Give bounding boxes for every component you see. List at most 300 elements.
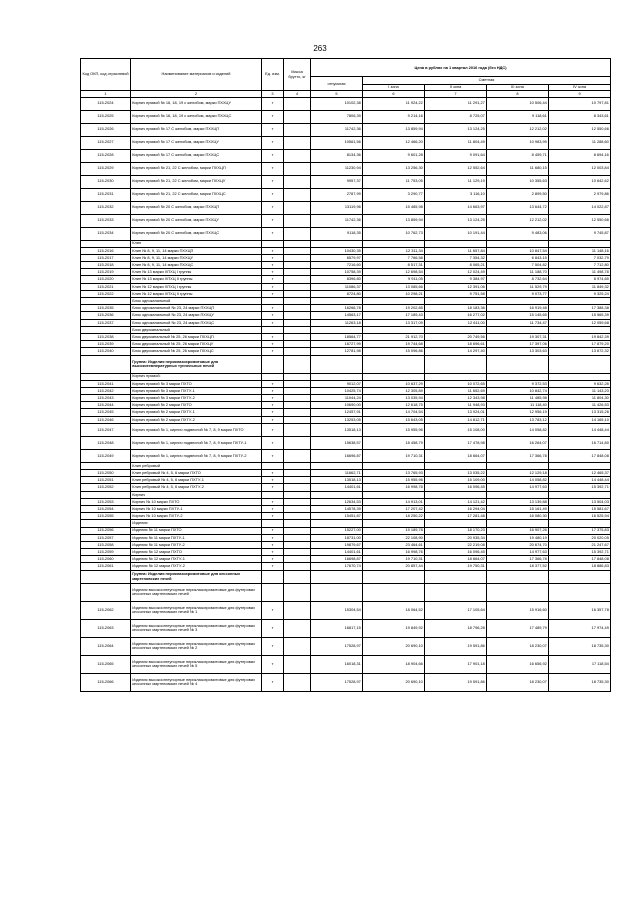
- cell-code: 115-2037: [81, 319, 131, 326]
- cell-zone-2-price: [425, 491, 487, 498]
- table-row: [81, 188, 611, 201]
- cell-zone-2-price: 12 024,49: [425, 269, 487, 276]
- cell-release-price: 17670,74: [311, 563, 363, 570]
- cell-unit: т: [262, 655, 284, 673]
- cell-zone-3-price: 17 489,79: [487, 619, 549, 637]
- cell-zone-1-price: [363, 326, 425, 333]
- cell-mass: [284, 520, 311, 527]
- cell-name: Клин ребровый № 4, 5, 6 марки ПХТУ-2: [131, 484, 262, 491]
- table-row: [81, 563, 611, 570]
- cell-release-price: 13518,13: [311, 423, 363, 436]
- cell-unit: [262, 570, 284, 583]
- cell-zone-2-price: [425, 583, 487, 601]
- cell-zone-1-price: 10 762,73: [363, 227, 425, 240]
- cell-code: 115-2035: [81, 305, 131, 312]
- cell-zone-4-price: 13 315,26: [549, 409, 611, 416]
- cell-release-price: 14578,39: [311, 505, 363, 512]
- table-row: [81, 583, 611, 601]
- cell-unit: [262, 298, 284, 305]
- cell-code: [81, 298, 131, 305]
- cell-zone-4-price: 8 343,61: [549, 110, 611, 123]
- cell-zone-2-price: 19 750,31: [425, 563, 487, 570]
- table-row: [81, 619, 611, 637]
- cell-unit: т: [262, 505, 284, 512]
- cell-name: Кирпич № 10 марки ПХТУ-2: [131, 513, 262, 520]
- cell-zone-4-price: 16 714,80: [549, 436, 611, 449]
- cell-zone-1-price: 10 637,29: [363, 380, 425, 387]
- cell-code: 115-2029: [81, 162, 131, 175]
- cell-mass: [284, 387, 311, 394]
- cell-zone-1-price: 20 690,10: [363, 637, 425, 655]
- cell-zone-1-price: 9 911,05: [363, 276, 425, 283]
- cell-mass: [284, 240, 311, 247]
- cell-mass: [284, 348, 311, 355]
- cell-zone-4-price: 11 148,16: [549, 247, 611, 254]
- cell-code: 115-2021: [81, 283, 131, 290]
- cell-zone-2-price: 12 343,98: [425, 395, 487, 402]
- cell-zone-4-price: [549, 298, 611, 305]
- cell-zone-3-price: 20 674,70: [487, 541, 549, 548]
- cell-zone-3-price: 10 842,74: [487, 387, 549, 394]
- table-row: [81, 214, 611, 227]
- cell-zone-1-price: 13 085,66: [363, 283, 425, 290]
- cell-zone-2-price: 9 751,58: [425, 290, 487, 297]
- col-num: 3: [262, 91, 284, 97]
- cell-zone-1-price: 19 189,78: [363, 527, 425, 534]
- cell-release-price: 18731,00: [311, 534, 363, 541]
- cell-zone-2-price: [425, 240, 487, 247]
- cell-unit: [262, 240, 284, 247]
- cell-zone-4-price: 18 886,83: [549, 563, 611, 570]
- cell-zone-1-price: 16 998,76: [363, 484, 425, 491]
- cell-mass: [284, 541, 311, 548]
- cell-zone-1-price: 13 035,94: [363, 395, 425, 402]
- cell-zone-3-price: 18 230,07: [487, 637, 549, 655]
- cell-zone-1-price: 9 601,28: [363, 149, 425, 162]
- cell-release-price: [311, 326, 363, 333]
- cell-code: 115-2024: [81, 97, 131, 110]
- price-table-wrapper: [80, 58, 610, 692]
- cell-release-price: 15227,00: [311, 527, 363, 534]
- table-row: [81, 505, 611, 512]
- table-row: [81, 527, 611, 534]
- cell-release-price: 12781,98: [311, 348, 363, 355]
- table-row: [81, 262, 611, 269]
- cell-name: Изделия высокоогнеупорные периклазохромитовые для футеровки кессонных мартеновских печей № 5: [131, 655, 262, 673]
- cell-code: 115-2059: [81, 549, 131, 556]
- cell-zone-4-price: 11 804,30: [549, 395, 611, 402]
- cell-release-price: 10561,56: [311, 136, 363, 149]
- cell-release-price: [311, 462, 363, 469]
- cell-zone-4-price: [549, 583, 611, 601]
- cell-release-price: 10690,00: [311, 402, 363, 409]
- price-table: [80, 58, 611, 692]
- cell-zone-4-price: [549, 240, 611, 247]
- cell-release-price: 9012,07: [311, 380, 363, 387]
- table-row: [81, 380, 611, 387]
- cell-zone-4-price: 15 581,67: [549, 505, 611, 512]
- cell-mass: [284, 673, 311, 691]
- cell-unit: т: [262, 175, 284, 188]
- cell-name: Блок двухканальный № 25, 26 марки ПХХЦУ: [131, 341, 262, 348]
- cell-zone-3-price: 16 656,92: [487, 655, 549, 673]
- cell-zone-4-price: [549, 326, 611, 333]
- cell-code: 115-2030: [81, 175, 131, 188]
- cell-zone-4-price: [549, 520, 611, 527]
- cell-mass: [284, 290, 311, 297]
- cell-name: Кирпич прямой:: [131, 373, 262, 380]
- cell-zone-2-price: 13 035,22: [425, 470, 487, 477]
- cell-mass: [284, 498, 311, 505]
- cell-code: 115-2063: [81, 619, 131, 637]
- cell-zone-3-price: 17 366,78: [487, 449, 549, 462]
- cell-unit: т: [262, 97, 284, 110]
- cell-zone-1-price: 17 207,42: [363, 505, 425, 512]
- cell-zone-2-price: 11 291,27: [425, 97, 487, 110]
- cell-mass: [284, 491, 311, 498]
- table-row: [81, 556, 611, 563]
- cell-zone-3-price: 16 080,30: [487, 513, 549, 520]
- cell-name: Изделия высокоогнеупорные периклазохромитовые для футеровки кессонных мартеновских печей № 3: [131, 619, 262, 637]
- cell-zone-1-price: 11 924,22: [363, 97, 425, 110]
- cell-zone-3-price: 19 480,19: [487, 534, 549, 541]
- cell-code: [81, 520, 131, 527]
- cell-release-price: 17528,97: [311, 637, 363, 655]
- cell-mass: [284, 254, 311, 261]
- cell-unit: т: [262, 527, 284, 534]
- table-row: [81, 373, 611, 380]
- cell-zone-1-price: 21 912,70: [363, 333, 425, 340]
- cell-mass: [284, 136, 311, 149]
- cell-zone-3-price: 12 129,18: [487, 470, 549, 477]
- cell-zone-2-price: [425, 520, 487, 527]
- cell-zone-4-price: 17 879,20: [549, 341, 611, 348]
- cell-release-price: [311, 298, 363, 305]
- cell-unit: [262, 355, 284, 373]
- cell-code: 115-2045: [81, 409, 131, 416]
- table-row: [81, 312, 611, 319]
- cell-code: 115-2022: [81, 290, 131, 297]
- cell-release-price: 14401,61: [311, 484, 363, 491]
- cell-zone-3-price: 10 355,63: [487, 175, 549, 188]
- cell-release-price: 10102,38: [311, 97, 363, 110]
- table-row: [81, 477, 611, 484]
- table-row: [81, 276, 611, 283]
- cell-zone-1-price: [363, 583, 425, 601]
- cell-name: Кирпич прямой № 16, 18, 19 с желобом, марки ПХХЦС: [131, 110, 262, 123]
- table-row: [81, 449, 611, 462]
- cell-release-price: 7806,39: [311, 110, 363, 123]
- header-zone-2: II зона: [425, 84, 487, 90]
- cell-code: 115-2033: [81, 214, 131, 227]
- cell-release-price: 13518,13: [311, 477, 363, 484]
- cell-zone-2-price: 8 725,07: [425, 110, 487, 123]
- table-row: [81, 333, 611, 340]
- cell-mass: [284, 583, 311, 601]
- table-row: [81, 290, 611, 297]
- cell-zone-3-price: 11 118,40: [487, 402, 549, 409]
- cell-code: 115-2036: [81, 312, 131, 319]
- cell-zone-4-price: 12 550,66: [549, 123, 611, 136]
- cell-name: Блок двухканальный № 25, 26 марки ПХХЦП: [131, 333, 262, 340]
- cell-zone-3-price: [487, 240, 549, 247]
- cell-zone-3-price: 18 377,52: [487, 563, 549, 570]
- cell-zone-3-price: 14 058,82: [487, 423, 549, 436]
- cell-mass: [284, 227, 311, 240]
- cell-unit: т: [262, 348, 284, 355]
- cell-code: 115-2025: [81, 110, 131, 123]
- cell-zone-3-price: [487, 326, 549, 333]
- cell-unit: т: [262, 123, 284, 136]
- cell-unit: т: [262, 549, 284, 556]
- cell-zone-2-price: 10 072,65: [425, 380, 487, 387]
- cell-release-price: 10758,39: [311, 269, 363, 276]
- cell-zone-4-price: 2 979,86: [549, 188, 611, 201]
- cell-name: Изделия № 11 марки ПХТУ-1: [131, 534, 262, 541]
- cell-unit: т: [262, 201, 284, 214]
- cell-release-price: 19879,67: [311, 541, 363, 548]
- cell-code: 115-2058: [81, 541, 131, 548]
- cell-zone-4-price: 14 022,87: [549, 201, 611, 214]
- cell-release-price: 16817,15: [311, 619, 363, 637]
- cell-zone-4-price: 15 392,71: [549, 484, 611, 491]
- cell-zone-2-price: 16 096,45: [425, 549, 487, 556]
- section-row: [81, 570, 611, 583]
- cell-release-price: 13253,05: [311, 416, 363, 423]
- cell-zone-4-price: 17 848,08: [549, 449, 611, 462]
- cell-zone-4-price: [549, 373, 611, 380]
- cell-zone-1-price: 13 859,94: [363, 123, 425, 136]
- cell-code: 115-2064: [81, 637, 131, 655]
- cell-zone-2-price: 11 804,49: [425, 136, 487, 149]
- cell-mass: [284, 326, 311, 333]
- cell-mass: [284, 305, 311, 312]
- cell-name: Изделия № 11 марки ПХТО: [131, 527, 262, 534]
- table-row: [81, 387, 611, 394]
- cell-zone-3-price: [487, 491, 549, 498]
- cell-release-price: 10430,35: [311, 247, 363, 254]
- cell-zone-3-price: 16 264,07: [487, 436, 549, 449]
- cell-zone-2-price: 22 219,08: [425, 541, 487, 548]
- cell-zone-4-price: 8 974,65: [549, 276, 611, 283]
- cell-name: Блок двухканальный: [131, 326, 262, 333]
- table-row: [81, 162, 611, 175]
- cell-zone-3-price: 14 977,63: [487, 549, 549, 556]
- cell-mass: [284, 402, 311, 409]
- cell-code: [81, 240, 131, 247]
- cell-code: 115-2046: [81, 416, 131, 423]
- cell-zone-3-price: [487, 583, 549, 601]
- cell-zone-2-price: 13 124,25: [425, 123, 487, 136]
- cell-zone-3-price: 2 899,50: [487, 188, 549, 201]
- header-zone-1: I зона: [363, 84, 425, 90]
- cell-zone-4-price: 11 288,60: [549, 136, 611, 149]
- cell-zone-1-price: [363, 491, 425, 498]
- table-row: [81, 298, 611, 305]
- cell-code: 115-2040: [81, 348, 131, 355]
- cell-zone-4-price: 16 525,94: [549, 513, 611, 520]
- cell-code: 115-2061: [81, 563, 131, 570]
- cell-mass: [284, 312, 311, 319]
- cell-code: [81, 462, 131, 469]
- cell-zone-3-price: 11 680,15: [487, 162, 549, 175]
- cell-zone-3-price: [487, 462, 549, 469]
- cell-mass: [284, 484, 311, 491]
- cell-code: 115-2016: [81, 247, 131, 254]
- cell-mass: [284, 373, 311, 380]
- cell-release-price: 8396,80: [311, 276, 363, 283]
- cell-zone-1-price: 13 256,30: [363, 162, 425, 175]
- cell-release-price: 14563,17: [311, 312, 363, 319]
- table-row: [81, 423, 611, 436]
- cell-name: Клин № 8, 9, 11, 14 марки ПХХЦС: [131, 262, 262, 269]
- cell-zone-2-price: 18 664,07: [425, 449, 487, 462]
- table-row: [81, 201, 611, 214]
- cell-code: [81, 570, 131, 583]
- cell-code: 115-2031: [81, 188, 131, 201]
- cell-release-price: 15304,54: [311, 601, 363, 619]
- header-release: отпускная: [311, 77, 363, 91]
- cell-unit: т: [262, 402, 284, 409]
- cell-code: 115-2026: [81, 123, 131, 136]
- table-row: [81, 240, 611, 247]
- cell-mass: [284, 201, 311, 214]
- cell-unit: [262, 373, 284, 380]
- cell-name: Кирпич прямой № 17 С желобом, марки ПХХЦС: [131, 149, 262, 162]
- cell-zone-1-price: 14 704,54: [363, 409, 425, 416]
- cell-mass: [284, 395, 311, 402]
- cell-zone-3-price: 14 058,82: [487, 477, 549, 484]
- table-row: [81, 541, 611, 548]
- cell-unit: т: [262, 673, 284, 691]
- cell-zone-4-price: 20 020,05: [549, 534, 611, 541]
- cell-name: Блок одноканальный: [131, 298, 262, 305]
- cell-zone-4-price: 7 712,80: [549, 262, 611, 269]
- cell-zone-3-price: 8 732,64: [487, 276, 549, 283]
- cell-zone-3-price: 8 459,71: [487, 149, 549, 162]
- table-row: [81, 326, 611, 333]
- cell-mass: [284, 449, 311, 462]
- cell-mass: [284, 563, 311, 570]
- cell-unit: т: [262, 227, 284, 240]
- cell-zone-1-price: 15 955,96: [363, 477, 425, 484]
- cell-mass: [284, 319, 311, 326]
- cell-zone-4-price: 14 165,10: [549, 416, 611, 423]
- cell-unit: т: [262, 477, 284, 484]
- cell-release-price: 11230,94: [311, 162, 363, 175]
- cell-name: Блок одноканальный № 23, 24 марки ПХХЦС: [131, 319, 262, 326]
- cell-zone-1-price: 16 998,76: [363, 549, 425, 556]
- cell-zone-1-price: [363, 373, 425, 380]
- cell-zone-3-price: 9 073,77: [487, 290, 549, 297]
- cell-zone-1-price: 15 643,05: [363, 416, 425, 423]
- cell-name: Клин № 13 марки ХПХЦ II группы: [131, 276, 262, 283]
- cell-zone-3-price: 7 504,82: [487, 262, 549, 269]
- table-row: [81, 549, 611, 556]
- cell-code: [81, 373, 131, 380]
- cell-code: 115-2054: [81, 505, 131, 512]
- cell-name: Кирпич прямой № 20 С желобом, марки ПХХЦП: [131, 201, 262, 214]
- cell-zone-3-price: 12 212,02: [487, 214, 549, 227]
- cell-release-price: 12457,91: [311, 409, 363, 416]
- cell-zone-1-price: 19 202,85: [363, 305, 425, 312]
- cell-zone-1-price: 23 464,61: [363, 541, 425, 548]
- cell-code: 115-2044: [81, 402, 131, 409]
- cell-zone-4-price: 19 842,39: [549, 333, 611, 340]
- cell-release-price: 16727,99: [311, 341, 363, 348]
- cell-release-price: 16266,78: [311, 305, 363, 312]
- cell-unit: т: [262, 541, 284, 548]
- cell-unit: т: [262, 556, 284, 563]
- cell-code: 115-2018: [81, 262, 131, 269]
- cell-unit: т: [262, 416, 284, 423]
- table-row: [81, 601, 611, 619]
- cell-zone-2-price: 16 277,02: [425, 312, 487, 319]
- cell-unit: т: [262, 395, 284, 402]
- col-num: 9: [549, 91, 611, 97]
- cell-unit: т: [262, 319, 284, 326]
- cell-zone-1-price: 8 517,31: [363, 262, 425, 269]
- cell-zone-4-price: 17 848,08: [549, 556, 611, 563]
- col-num: 7: [425, 91, 487, 97]
- cell-code: 115-2038: [81, 333, 131, 340]
- cell-zone-4-price: [549, 570, 611, 583]
- cell-release-price: [311, 373, 363, 380]
- cell-zone-4-price: 11 143,23: [549, 387, 611, 394]
- cell-code: [81, 355, 131, 373]
- table-row: [81, 283, 611, 290]
- header-zone-3: III зона: [487, 84, 549, 90]
- cell-zone-3-price: 17 366,78: [487, 556, 549, 563]
- cell-unit: т: [262, 601, 284, 619]
- cell-zone-1-price: 19 710,31: [363, 449, 425, 462]
- cell-zone-1-price: 12 305,89: [363, 387, 425, 394]
- cell-release-price: 6579,97: [311, 254, 363, 261]
- cell-name: Кирпич прямой № 21, 22 С желобом, марки ПХХЦП: [131, 162, 262, 175]
- cell-mass: [284, 247, 311, 254]
- cell-release-price: 14401,61: [311, 549, 363, 556]
- cell-mass: [284, 637, 311, 655]
- cell-zone-4-price: 13 504,03: [549, 498, 611, 505]
- cell-mass: [284, 570, 311, 583]
- cell-zone-1-price: [363, 240, 425, 247]
- table-row: [81, 149, 611, 162]
- cell-mass: [284, 276, 311, 283]
- cell-zone-3-price: 10 983,99: [487, 136, 549, 149]
- cell-mass: [284, 162, 311, 175]
- cell-zone-4-price: [549, 355, 611, 373]
- col-num: 2: [131, 91, 262, 97]
- cell-mass: [284, 214, 311, 227]
- cell-name: Кирпич прямой № 1, кирпич подвесной № 7, 8, 9 марки ПХТУ-1: [131, 436, 262, 449]
- cell-release-price: [311, 491, 363, 498]
- table-row: [81, 247, 611, 254]
- cell-zone-2-price: 18 170,23: [425, 527, 487, 534]
- cell-name: Изделия высокоогнеупорные периклазохромитовые для футеровки кессонных мартеновских печей: [131, 583, 262, 601]
- cell-unit: т: [262, 423, 284, 436]
- cell-code: 115-2051: [81, 477, 131, 484]
- cell-code: 115-2056: [81, 527, 131, 534]
- cell-release-price: 11742,36: [311, 123, 363, 136]
- cell-zone-4-price: 9 325,24: [549, 290, 611, 297]
- cell-code: 115-2048: [81, 436, 131, 449]
- cell-release-price: 12634,53: [311, 498, 363, 505]
- table-row: [81, 402, 611, 409]
- cell-zone-1-price: [363, 298, 425, 305]
- cell-mass: [284, 436, 311, 449]
- cell-mass: [284, 175, 311, 188]
- cell-code: 115-2017: [81, 254, 131, 261]
